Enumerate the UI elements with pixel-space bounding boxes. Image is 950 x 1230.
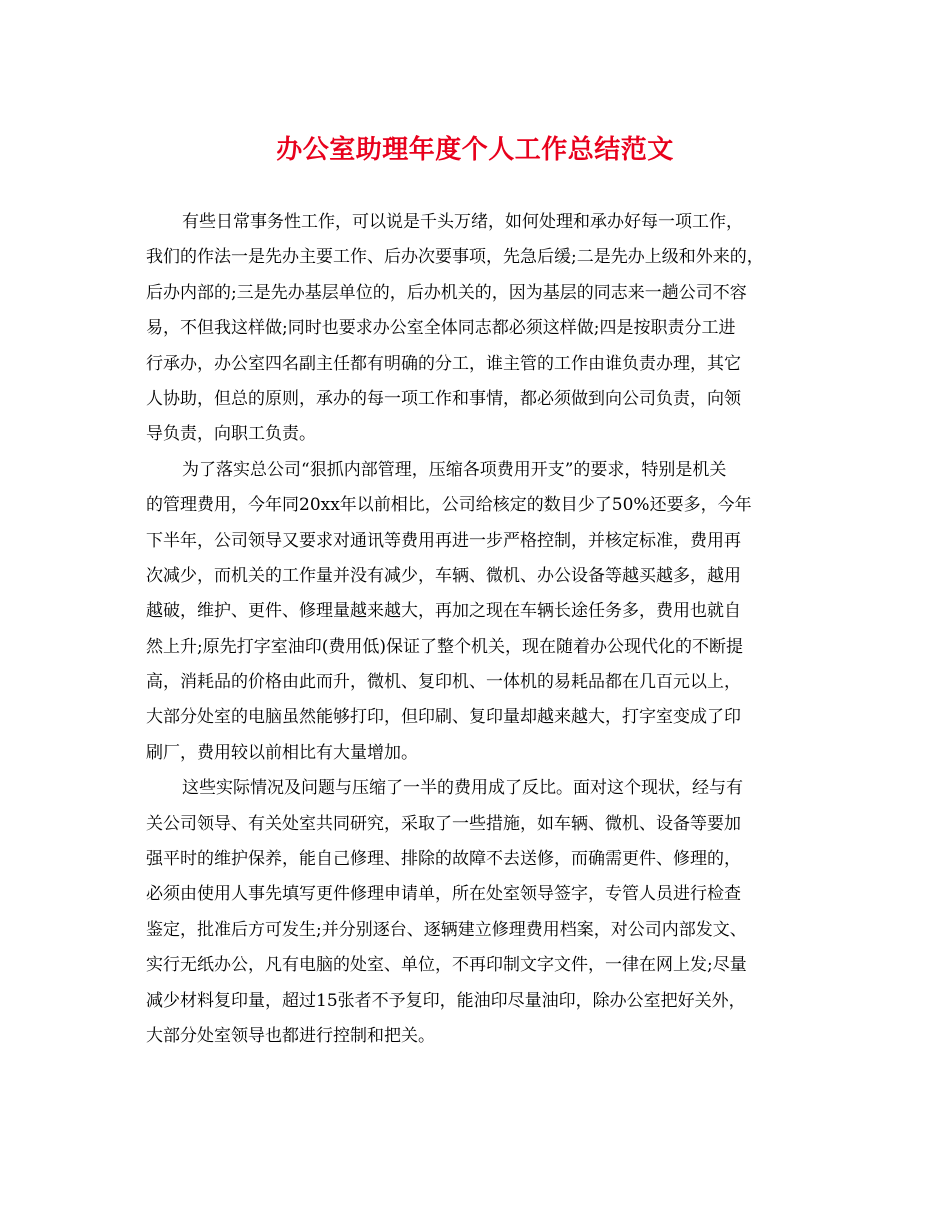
paragraph-2-line-5: 越破，维护、更件、修理量越来越大，再加之现在车辆长途任务多，费用也就自 (146, 601, 741, 622)
paragraph-1-line-5: 行承办，办公室四名副主任都有明确的分工，谁主管的工作由谁负责办理，其它 (146, 353, 741, 374)
document-title: 办公室助理年度个人工作总结范文 (276, 135, 674, 165)
paragraph-2-line-3: 下半年，公司领导又要求对通讯等费用再进一步严格控制，并核定标准，费用再 (146, 530, 741, 551)
paragraph-1-line-7: 导负责，向职工负责。 (146, 424, 316, 445)
document-body (146, 205, 818, 1054)
paragraph-2-line-1: 为了落实总公司“狠抓内部管理，压缩各项费用开支”的要求，特别是机关 (182, 459, 727, 480)
paragraph-3-line-2: 关公司领导、有关处室共同研究，采取了一些措施，如车辆、微机、设备等要加 (146, 813, 741, 834)
paragraph-1-line-6: 人协助，但总的原则，承办的每一项工作和事情，都必须做到向公司负责，向领 (146, 388, 741, 409)
paragraph-3-line-7: 减少材料复印量，超过15张者不予复印，能油印尽量油印，除办公室把好关外， (146, 990, 746, 1011)
paragraph-2-line-4: 次减少，而机关的工作量并没有减少，车辆、微机、办公设备等越买越多，越用 (146, 565, 741, 586)
paragraph-2-line-7: 高，消耗品的价格由此而升，微机、复印机、一体机的易耗品都在几百元以上， (146, 672, 741, 693)
paragraph-3-line-5: 鉴定，批准后方可发生;并分别逐台、逐辆建立修理费用档案，对公司内部发文、 (146, 919, 747, 940)
paragraph-1-line-1: 有些日常事务性工作，可以说是千头万绪，如何处理和承办好每一项工作， (182, 212, 743, 232)
paragraph-2-line-9: 刷厂，费用较以前相比有大量增加。 (146, 742, 418, 763)
paragraph-1-line-3: 后办内部的;三是先办基层单位的，后办机关的，因为基层的同志来一趟公司不容 (146, 282, 747, 303)
paragraph-2-line-8: 大部分处室的电脑虽然能够打印，但印刷、复印量却越来越大，打字室变成了印 (146, 707, 741, 728)
paragraph-2-line-2: 的管理费用，今年同20xx年以前相比，公司给核定的数目少了50%还要多，今年 (146, 495, 752, 516)
paragraph-1-line-2: 我们的作法一是先办主要工作、后办次要事项，先急后缓;二是先办上级和外来的， (146, 247, 764, 268)
paragraph-1-line-4: 易，不但我这样做;同时也要求办公室全体同志都必须这样做;四是按职责分工进 (146, 318, 736, 339)
paragraph-3-line-1: 这些实际情况及问题与压缩了一半的费用成了反比。面对这个现状，经与有 (182, 778, 743, 799)
paragraph-3-line-6: 实行无纸办公，凡有电脑的处室、单位，不再印制文字文件，一律在网上发;尽量 (146, 955, 747, 976)
paragraph-3-line-4: 必须由使用人事先填写更件修理申请单，所在处室领导签字，专管人员进行检查 (146, 884, 741, 905)
paragraph-3-line-8: 大部分处室领导也都进行控制和把关。 (146, 1025, 435, 1046)
paragraph-2-line-6: 然上升;原先打字室油印(费用低)保证了整个机关，现在随着办公现代化的不断提 (146, 636, 743, 657)
paragraph-3-line-3: 强平时的维护保养，能自己修理、排除的故障不去送修，而确需更件、修理的， (146, 849, 741, 870)
